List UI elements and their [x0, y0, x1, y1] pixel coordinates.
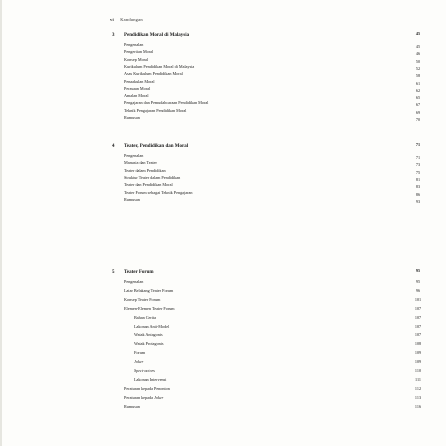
toc-page-number: 62 [415, 87, 421, 93]
toc-page-number: 71 [415, 155, 421, 160]
chapter-page-number: 71 [415, 142, 421, 147]
toc-entry[interactable]: Pengenalan [124, 42, 144, 47]
toc-subentry[interactable]: Lakonan Anti-Model [134, 323, 170, 329]
toc-entry[interactable]: Rumusan [124, 403, 140, 409]
header-page-number: vi [110, 17, 114, 22]
toc-entry[interactable]: Penaakulan Moral [124, 78, 155, 84]
running-header [110, 17, 143, 22]
toc-page-number: 61 [415, 80, 421, 86]
toc-subentry[interactable]: Watak Protagonis [134, 341, 164, 347]
toc-page-number: 95 [415, 279, 421, 284]
toc-page-number: 93 [415, 198, 421, 204]
toc-entry[interactable]: Peraturan kepada Joker [124, 394, 164, 400]
chapter-number: 4 [112, 144, 115, 149]
chapter-title[interactable]: Pendidikan Moral di Malaysia [124, 33, 190, 38]
toc-page-number: 69 [415, 109, 421, 115]
toc-subentry[interactable]: Watak Antagonis [134, 332, 163, 338]
toc-entry[interactable]: Teknik Pengajaran Pendidikan Moral [124, 107, 187, 113]
toc-page-number: 107 [414, 323, 422, 329]
toc-page-number: 109 [414, 350, 422, 356]
toc-entry[interactable]: Perasaan Moral [124, 85, 151, 91]
toc-page-number: 108 [414, 341, 422, 347]
toc-page-number: 112 [414, 385, 422, 391]
toc-page-number: 113 [414, 394, 422, 400]
toc-page-number: 58 [415, 73, 421, 79]
toc-page-number: 86 [415, 191, 421, 197]
toc-entry[interactable]: Latar Belakang Teater Forum [124, 287, 174, 293]
toc-page-number: 70 [415, 117, 421, 122]
toc-entry[interactable]: Manusia dan Teater [124, 160, 157, 166]
toc-entry[interactable]: Teater Forum sebagai Teknik Pengajaran [124, 189, 193, 195]
chapter-page-number: 95 [415, 268, 421, 273]
toc-page-number: 45 [415, 44, 421, 49]
toc-page-number: 81 [415, 176, 421, 182]
page-edge-shadow [0, 0, 2, 446]
chapter-title[interactable]: Teater Forum [124, 270, 154, 275]
toc-entry[interactable]: Struktur Teater dalam Pendidikan [124, 174, 181, 180]
toc-page-number: 110 [414, 368, 422, 373]
toc-entry[interactable]: Asas Kurikulum Pendidikan Moral [124, 71, 183, 77]
toc-entry[interactable]: Konsep Moral [124, 56, 149, 62]
toc-entry[interactable]: Pengertian Moral [124, 49, 154, 55]
toc-entry[interactable]: Konsep Teater Forum [124, 296, 161, 302]
toc-entry[interactable]: Rumusan [124, 196, 140, 202]
toc-page-number: 46 [415, 51, 421, 57]
toc-entry[interactable]: Pengajaran dan Pemudahcaraan Pendidikan Moral [124, 100, 209, 106]
toc-subentry[interactable]: Spect-actors [134, 368, 155, 373]
toc-entry[interactable]: Amalan Moral [124, 93, 149, 99]
toc-entry[interactable]: Pengenalan [124, 279, 144, 284]
toc-entry[interactable]: Rumusan [124, 115, 140, 120]
header-title: Kandungan [120, 17, 143, 22]
toc-entry[interactable]: Teater dan Pendidikan Moral [124, 182, 173, 188]
toc-page-number: 75 [415, 169, 421, 175]
chapter-number: 5 [112, 270, 115, 275]
toc-page-number: 111 [415, 376, 421, 382]
toc-page-number: 116 [414, 403, 422, 409]
toc-page-number: 96 [415, 287, 421, 293]
toc-entry[interactable]: Elemen-Elemen Teater Forum [124, 305, 175, 311]
toc-subentry[interactable]: Forum [134, 350, 146, 356]
toc-page-number: 67 [415, 102, 421, 108]
toc-page-number: 52 [415, 65, 421, 71]
toc-page-number: 65 [415, 95, 421, 101]
toc-entry[interactable]: Kurikulum Pendidikan Moral di Malaysia [124, 63, 195, 69]
toc-page-number: 107 [414, 332, 422, 338]
toc-page-number: 83 [415, 184, 421, 190]
toc-subentry[interactable]: Bahan Cerita [134, 314, 156, 320]
toc-page-number: 109 [414, 359, 422, 365]
toc-subentry[interactable]: Lakonan Intervensi [134, 376, 167, 382]
toc-page-number: 107 [414, 314, 422, 320]
toc-page-number: 73 [415, 162, 421, 168]
toc-page-number: 101 [414, 296, 422, 302]
toc-page-number: 50 [415, 58, 421, 64]
toc-entry[interactable]: Pengenalan [124, 153, 144, 158]
chapter-title[interactable]: Teater, Pendidikan dan Moral [124, 144, 189, 149]
chapter-page-number: 45 [415, 31, 421, 36]
toc-entry[interactable]: Peraturan kepada Penonton [124, 385, 170, 391]
chapter-number: 3 [112, 33, 115, 38]
toc-page-number: 107 [414, 305, 422, 311]
toc-entry[interactable]: Teater dalam Pendidikan [124, 167, 166, 173]
toc-subentry[interactable]: Joker [134, 359, 144, 365]
